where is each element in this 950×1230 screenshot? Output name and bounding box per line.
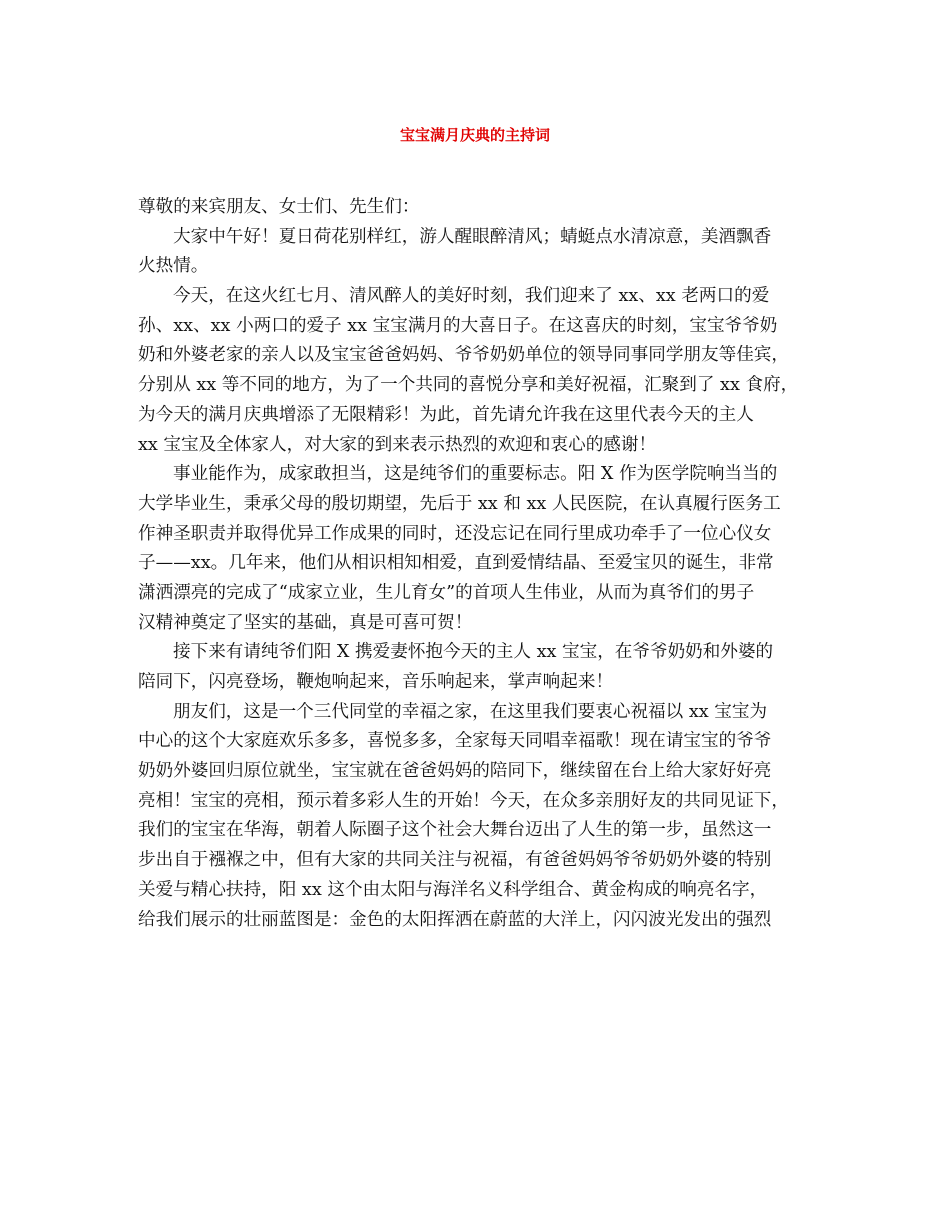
text-line: 朋友们，这是一个三代同堂的幸福之家，在这里我们要衷心祝福以 xx 宝宝为 (173, 701, 768, 722)
text-line: 子——xx。几年来，他们从相识相知相爱，直到爱情结晶、至爱宝贝的诞生，非常 (138, 553, 774, 574)
text-line: 潇洒漂亮的完成了“成家立业，生儿育女”的首项人生伟业，从而为真爷们的男子 (138, 582, 755, 603)
text-line: 奶奶外婆回归原位就坐，宝宝就在爸爸妈妈的陪同下，继续留在台上给大家好好亮 (138, 761, 772, 782)
text-line: 孙、xx、xx 小两口的爱子 xx 宝宝满月的大喜日子。在这喜庆的时刻，宝宝爷爷奶 (138, 315, 778, 336)
text-line: 给我们展示的壮丽蓝图是：金色的太阳挥洒在蔚蓝的大洋上，闪闪波光发出的强烈 (138, 909, 772, 930)
text-line: 作神圣职责并取得优异工作成果的同时，还没忘记在同行里成功牵手了一位心仪女 (138, 523, 772, 544)
text-line: 接下来有请纯爷们阳 X 携爱妻怀抱今天的主人 xx 宝宝，在爷爷奶奶和外婆的 (173, 642, 774, 663)
text-line: 火热情。 (138, 256, 209, 277)
text-line: 亮相！宝宝的亮相，预示着多彩人生的开始！今天，在众多亲朋好友的共同见证下， (138, 790, 789, 811)
text-line: 陪同下，闪亮登场，鞭炮响起来，音乐响起来，掌声响起来！ (138, 672, 614, 692)
text-line: 大学毕业生，秉承父母的殷切期望，先后于 xx 和 xx 人民医院，在认真履行医务工 (138, 493, 781, 514)
text-line: 奶和外婆老家的亲人以及宝宝爸爸妈妈、爷爷奶奶单位的领导同事同学朋友等佳宾， (138, 345, 789, 366)
document-title: 宝宝满月庆典的主持词 (399, 126, 550, 144)
text-line: 为今天的满月庆典增添了无限精彩！为此，首先请允许我在这里代表今天的主人 (138, 404, 754, 425)
document-body (138, 193, 818, 935)
text-line: 中心的这个大家庭欢乐多多，喜悦多多，全家每天同唱幸福歌！现在请宝宝的爷爷 (138, 731, 772, 752)
text-line: 事业能作为，成家敢担当，这是纯爷们的重要标志。阳 X 作为医学院响当当的 (173, 464, 778, 485)
text-line: 我们的宝宝在华海，朝着人际圈子这个社会大舞台迈出了人生的第一步，虽然这一 (138, 820, 772, 841)
text-line: 尊敬的来宾朋友、女士们、先生们： (138, 197, 420, 217)
text-line: 汉精神奠定了坚实的基础，真是可喜可贺！ (138, 612, 473, 633)
text-line: 大家中午好！夏日荷花别样红，游人醒眼醉清风；蜻蜓点水清凉意，美酒飘香 (173, 226, 772, 247)
text-line: 分别从 xx 等不同的地方，为了一个共同的喜悦分享和美好祝福，汇聚到了 xx 食府， (138, 375, 799, 396)
text-line: xx 宝宝及全体家人，对大家的到来表示热烈的欢迎和衷心的感谢！ (138, 434, 657, 455)
text-line: 关爱与精心扶持，阳 xx 这个由太阳与海洋名义科学组合、黄金构成的响亮名字， (138, 879, 768, 900)
text-line: 步出自于襁褓之中，但有大家的共同关注与祝福，有爸爸妈妈爷爷奶奶外婆的特别 (138, 850, 772, 871)
text-line: 今天，在这火红七月、清风醉人的美好时刻，我们迎来了 xx、xx 老两口的爱 (173, 286, 770, 307)
